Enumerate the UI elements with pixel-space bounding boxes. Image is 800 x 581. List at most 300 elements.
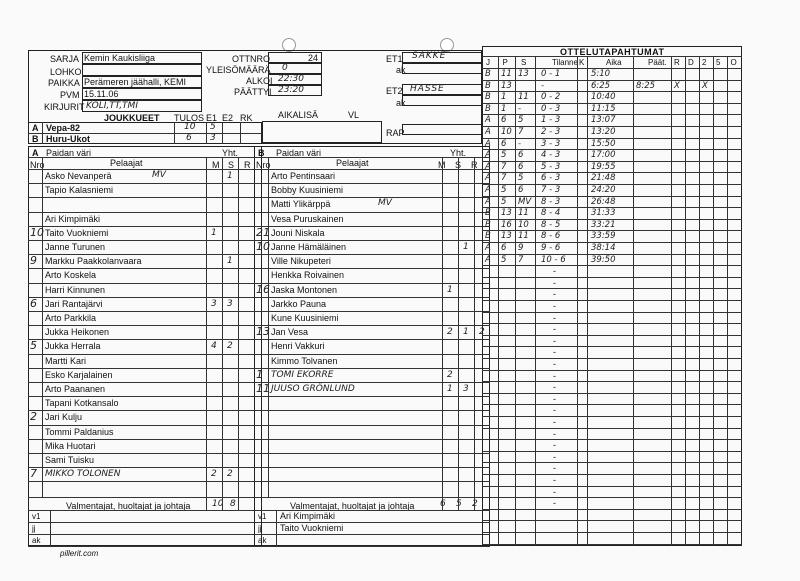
team-b-row-line: [254, 240, 490, 241]
ak2-label: ak: [396, 98, 406, 108]
team-b-staff-col: [458, 497, 459, 510]
player-name: Arto Paananen: [45, 384, 106, 394]
paattyi-value: 23:20: [278, 85, 304, 95]
team-b-tulos: 6: [186, 133, 192, 143]
event-j: A: [485, 254, 491, 265]
events-col-header: R: [674, 58, 680, 67]
player-number: 10: [256, 240, 270, 253]
player-name: Asko Nevanperä: [45, 171, 112, 181]
events-row-line: [482, 416, 742, 417]
team-b-row-line: [254, 226, 490, 227]
e2-label: E2: [222, 113, 234, 123]
player-m: 2: [447, 369, 453, 380]
ak1-field: [402, 63, 482, 74]
event-j: A: [485, 243, 491, 253]
event-r: X: [674, 80, 680, 91]
event-tilanne-dash: -: [553, 335, 556, 346]
player-name: Matti Ylikärppä: [271, 199, 331, 210]
staff-role: v1: [258, 512, 267, 521]
player-name: Sami Tuisku: [45, 455, 95, 465]
event-t: 8 - 3: [541, 196, 561, 207]
events-col-line: [671, 56, 672, 546]
team-b-staff-col: [442, 497, 443, 510]
team-b-r-label: R: [471, 160, 478, 170]
event-aika: 39:50: [591, 254, 616, 265]
events-row-line: [482, 335, 742, 336]
event-p: 7: [501, 161, 507, 172]
team-b-nro-label: Nro: [256, 160, 271, 170]
event-s: 9: [518, 243, 524, 253]
staff-name: Taito Vuokniemi: [280, 523, 344, 533]
events-title: OTTELUTAPAHTUMAT: [560, 47, 665, 57]
player-name: Mika Huotari: [45, 440, 96, 451]
player-name: Jari Kulju: [45, 412, 83, 423]
ottnro-label: OTTNRO: [232, 54, 270, 64]
event-c2: X: [702, 80, 708, 91]
event-s: 13: [518, 69, 529, 79]
event-p: 13: [501, 231, 512, 242]
event-p: 7: [501, 173, 507, 184]
aikalisa-label: AIKALISÄ: [278, 110, 319, 120]
player-number: 7: [30, 467, 37, 481]
e1-label: E1: [206, 113, 218, 123]
team-b-row-line: [254, 453, 490, 454]
event-t: 8 - 4: [541, 208, 561, 219]
kirjurit-value: KÖLI,TT,TMI: [86, 101, 138, 111]
sarja-value: Kemin Kaukisliiga: [84, 53, 156, 63]
player-name: Bobby Kuusiniemi: [271, 185, 344, 196]
team-b-name: Huru-Ukot: [46, 134, 90, 144]
player-m: 4: [211, 341, 217, 352]
team-b-letter-2: B: [258, 148, 265, 158]
team-a-row-line: [28, 410, 254, 411]
event-aika: 10:40: [591, 92, 616, 103]
events-col-line: [535, 56, 536, 546]
event-tilanne-dash: -: [553, 382, 556, 393]
ottnro-value: 24: [308, 53, 319, 63]
team-b-row-line: [254, 268, 490, 269]
player-name: Janne Turunen: [45, 242, 106, 252]
team-a-name: Vepa-82: [46, 123, 81, 133]
team-b-staff-role-col: [276, 510, 277, 546]
player-name: TOMI EKORRE: [271, 369, 334, 380]
team-a-row-line: [28, 268, 254, 269]
team-a-row-line: [28, 226, 254, 227]
events-row-line: [482, 265, 742, 266]
event-p: 5: [501, 150, 507, 161]
player-note: MV: [152, 170, 166, 180]
events-row-line: [482, 300, 742, 301]
player-name: Ari Kimpimäki: [45, 213, 101, 224]
event-p: 11: [501, 69, 512, 79]
team-a-row-line: [28, 453, 254, 454]
event-paat: 8:25: [636, 80, 656, 91]
player-number: 13: [256, 325, 270, 339]
event-tilanne-dash: -: [553, 428, 556, 439]
event-s: -: [518, 103, 522, 114]
event-s: 6: [518, 150, 524, 161]
player-name: JUUSO GRÖNLUND: [271, 384, 355, 394]
team-a-pelaajat-label: Pelaajat: [110, 158, 143, 168]
event-j: A: [485, 127, 491, 137]
sarja-label: SARJA: [50, 54, 80, 64]
lohko-field: [82, 64, 202, 76]
player-name: MIKKO TOLONEN: [45, 469, 121, 480]
player-r: 2: [479, 327, 485, 338]
team-a-row-line: [28, 339, 254, 340]
player-name: Kune Kuusiniemi: [271, 313, 339, 323]
team-a-sep-head: [28, 169, 254, 170]
staff-role: ak: [32, 536, 41, 545]
player-name: Tapio Kalasniemi: [45, 185, 114, 196]
events-row-line: [482, 428, 742, 429]
event-t: 2 - 3: [541, 127, 561, 137]
ak2-field: [402, 95, 482, 106]
event-tilanne-dash: -: [553, 370, 556, 381]
player-note: MV: [378, 198, 392, 209]
event-s: 6: [518, 185, 524, 195]
event-t: 4 - 3: [541, 150, 561, 161]
team-a-sep-top: [28, 157, 254, 158]
player-number: 16: [256, 282, 270, 296]
player-s: 3: [227, 298, 233, 309]
event-tilanne-dash: -: [553, 312, 556, 323]
events-col-line: [727, 56, 728, 546]
staff-name: Ari Kimpimäki: [280, 511, 336, 521]
team-b-row-line: [254, 425, 490, 426]
team-a-row-line: [28, 254, 254, 255]
team-b-col-line: [474, 157, 475, 497]
lohko-label: LOHKO: [50, 67, 82, 77]
event-tilanne-dash: -: [553, 359, 556, 369]
events-row-line: [482, 346, 742, 347]
team-a-row-line: [28, 467, 254, 468]
events-row-line: [482, 277, 742, 278]
team-b-m-label: M: [438, 160, 446, 170]
events-col-header: S: [521, 58, 527, 67]
event-s: -: [518, 138, 522, 149]
staff-role: ak: [258, 536, 267, 545]
events-col-line: [587, 56, 588, 546]
event-j: A: [485, 138, 491, 149]
team-b-row-line: [254, 183, 490, 184]
tulos-label: TULOS: [174, 113, 205, 123]
event-tilanne-dash: -: [553, 440, 556, 451]
team-b-row-line: [254, 254, 490, 255]
team-a-row-line: [28, 283, 254, 284]
event-tilanne-dash: -: [553, 405, 556, 416]
team-b-col-line: [442, 157, 443, 497]
staff-role: v1: [32, 512, 41, 521]
player-name: Markku Paakkolanvaara: [45, 256, 142, 267]
team-a-nro-label: Nro: [30, 160, 45, 170]
events-col-header: O: [730, 58, 737, 67]
events-row-line: [482, 497, 742, 498]
events-row-line: [482, 462, 742, 463]
event-aika: 11:15: [591, 103, 616, 114]
player-name: Esko Karjalainen: [45, 369, 113, 380]
team-a-staff-line: [28, 546, 254, 547]
player-s: 3: [463, 384, 469, 394]
player-name: Janne Hämäläinen: [271, 242, 347, 252]
player-name: Harri Kinnunen: [45, 284, 106, 295]
events-row-line: [482, 323, 742, 324]
event-p: 1: [501, 92, 507, 103]
event-s: 11: [518, 231, 529, 242]
team-b-staff-label: Valmentajat, huoltajat ja johtaja: [290, 501, 415, 511]
player-m: 1: [211, 227, 217, 238]
team-b-pelaajat-label: Pelaajat: [336, 158, 369, 168]
event-tilanne-dash: -: [553, 486, 556, 497]
event-j: B: [485, 103, 491, 114]
player-m: 1: [447, 384, 453, 394]
player-name: Jarkko Pauna: [271, 298, 327, 309]
player-number: 9: [30, 254, 37, 268]
team-b-row-line: [254, 368, 490, 369]
team-a-row-line: [28, 425, 254, 426]
team-a-row-line: [28, 481, 254, 482]
team-a-row-line: [28, 212, 254, 213]
player-name: Vesa Puruskainen: [271, 213, 344, 224]
event-p: 5: [501, 254, 507, 265]
event-aika: 21:48: [591, 173, 616, 184]
player-name: Henkka Roivainen: [271, 270, 345, 281]
event-t: -: [541, 80, 545, 91]
team-b-row-line: [254, 354, 490, 355]
player-number: 10: [30, 225, 44, 239]
team-b-sep-head: [254, 169, 490, 170]
event-t: 5 - 3: [541, 161, 561, 172]
team-a-row-line: [28, 197, 254, 198]
event-s: 6: [518, 161, 524, 172]
player-name: Tapani Kotkansalo: [45, 398, 119, 409]
event-aika: 15:50: [591, 138, 616, 149]
event-s: 7: [518, 254, 524, 265]
player-s: 2: [227, 341, 233, 352]
events-row-line: [482, 439, 742, 440]
team-b-e1: 3: [210, 133, 216, 143]
events-row-line: [482, 404, 742, 405]
event-aika: 24:20: [591, 185, 616, 195]
rap-label: RAP: [386, 128, 405, 138]
player-name: Tommi Paldanius: [45, 426, 114, 437]
event-s: 5: [518, 173, 524, 184]
event-p: 13: [501, 208, 512, 219]
paikka-label: PAIKKA: [48, 78, 80, 88]
yleiso-value: 0: [282, 63, 288, 73]
events-col-line: [498, 56, 499, 546]
player-name: Jan Vesa: [271, 327, 309, 338]
team-a-row-line: [28, 325, 254, 326]
player-name: Jari Rantajärvi: [45, 298, 103, 309]
event-tilanne-dash: -: [553, 451, 556, 462]
events-col-header: Aika: [606, 58, 622, 67]
team-a-staff-sep: [28, 497, 254, 498]
event-tilanne-dash: -: [553, 475, 556, 485]
yleiso-field: [268, 63, 322, 74]
team-b-row-line: [254, 382, 490, 383]
event-t: 0 - 1: [541, 69, 561, 79]
event-j: A: [485, 185, 491, 195]
team-a-row-line: [28, 183, 254, 184]
player-name: Jouni Niskala: [271, 227, 325, 238]
player-m: 3: [211, 298, 217, 309]
team-a-e1: 5: [210, 122, 216, 132]
event-j: A: [485, 150, 491, 161]
event-t: 8 - 5: [541, 219, 561, 230]
team-b-row-line: [254, 311, 490, 312]
events-row-line: [482, 451, 742, 452]
event-s: MV: [518, 196, 532, 207]
team-b-row-line: [254, 396, 490, 397]
events-col-header: Päät.: [648, 58, 667, 67]
event-t: 0 - 2: [541, 92, 561, 103]
team-a-staff-role-col: [50, 510, 51, 546]
team-b-yht-label: Yht.: [450, 148, 467, 158]
event-p: 1: [501, 103, 507, 114]
events-col-header: 5: [716, 58, 721, 67]
et2-value: HASSE: [410, 84, 445, 94]
rap-field: [402, 124, 482, 135]
event-j: B: [485, 231, 491, 242]
team-b-color-label: Paidan väri: [276, 148, 322, 158]
team-b-col-line: [458, 157, 459, 497]
event-s: 5: [518, 115, 524, 126]
event-aika: 6:25: [591, 80, 611, 91]
team-a-row-line: [28, 368, 254, 369]
event-t: 10 - 6: [541, 254, 566, 265]
event-j: B: [485, 219, 491, 230]
event-s: 10: [518, 219, 529, 230]
event-tilanne-dash: -: [553, 289, 556, 300]
team-a-staff-sep2: [28, 510, 254, 511]
team-a-row-line: [28, 240, 254, 241]
events-row-line: [482, 509, 742, 510]
team-b-row-line: [254, 212, 490, 213]
player-number: 5: [30, 339, 37, 353]
event-p: 5: [501, 196, 507, 207]
events-row-line: [482, 544, 742, 545]
event-t: 1 - 3: [541, 115, 561, 126]
pvm-value: 15.11.06: [84, 89, 119, 99]
player-name: Jukka Herrala: [45, 341, 101, 352]
events-col-line: [577, 56, 578, 546]
team-b-row-line: [254, 283, 490, 284]
team-b-row-line: [254, 339, 490, 340]
team-a-staff-line: [28, 522, 254, 523]
team-b-row-line: [254, 410, 490, 411]
team-a-letter: A: [32, 123, 39, 133]
event-tilanne-dash: -: [553, 393, 556, 404]
events-col-line: [699, 56, 700, 546]
team-b-row-line: [254, 481, 490, 482]
player-number: 21: [256, 225, 270, 239]
event-p: 10: [501, 127, 512, 137]
event-p: 16: [501, 219, 512, 230]
event-aika: 33:59: [591, 231, 616, 242]
events-col-header: Tilanne: [552, 58, 578, 67]
staff-role: jj: [258, 524, 262, 533]
team-a-row-line: [28, 311, 254, 312]
team-b-letter: B: [32, 134, 39, 144]
event-p: 6: [501, 243, 507, 253]
pvm-label: PVM: [60, 90, 80, 100]
events-row-line: [482, 474, 742, 475]
team-a-r-label: R: [244, 160, 251, 170]
event-t: 7 - 3: [541, 185, 561, 195]
team-a-row-line: [28, 354, 254, 355]
event-tilanne-dash: -: [553, 347, 556, 358]
team-a-row-line: [28, 297, 254, 298]
event-t: 0 - 3: [541, 103, 561, 114]
team-b-row-line: [254, 197, 490, 198]
events-col-header: J: [486, 58, 490, 67]
player-number: 1: [256, 367, 263, 381]
team-a-total-m: 10: [212, 499, 224, 509]
et1-label: ET1: [386, 54, 403, 64]
player-m: 2: [211, 469, 217, 480]
team-b-staff-line: [254, 534, 490, 535]
team-b-total-s: 5: [456, 499, 462, 509]
events-row-line: [482, 381, 742, 382]
event-tilanne-dash: -: [553, 324, 556, 335]
team-a-staff-line: [28, 534, 254, 535]
player-name: Arto Parkkila: [45, 313, 97, 323]
events-row-line: [482, 393, 742, 394]
player-number: 2: [30, 410, 37, 424]
kirjurit-label: KIRJURIT: [44, 102, 85, 112]
events-row-line: [482, 370, 742, 371]
player-name: Arto Pentinsaari: [271, 171, 336, 181]
events-col-header: 2: [702, 58, 707, 67]
events-col-line: [685, 56, 686, 546]
team-a-row-line: [28, 382, 254, 383]
team-a-col-line: [222, 157, 223, 497]
player-s: 1: [463, 242, 469, 252]
joukkueet-label: JOUKKUEET: [104, 113, 160, 123]
event-aika: 33:21: [591, 219, 616, 230]
et1-value: SAKKE: [412, 51, 447, 61]
yleiso-label: YLEISÖMÄÄRÄ: [206, 65, 271, 75]
team-b-s-label: S: [455, 160, 462, 170]
events-col-line: [515, 56, 516, 546]
event-p: 6: [501, 138, 507, 149]
team-a-row-line: [28, 439, 254, 440]
event-aika: 13:07: [591, 115, 616, 126]
events-col-line: [713, 56, 714, 546]
event-tilanne-dash: -: [553, 266, 556, 277]
events-row-line: [482, 312, 742, 313]
player-number: 11: [256, 382, 270, 395]
player-name: Kimmo Tolvanen: [271, 355, 338, 366]
event-t: 6 - 3: [541, 173, 561, 184]
team-a-color-label: Paidan väri: [46, 148, 92, 158]
event-j: A: [485, 173, 491, 184]
player-name: Taito Vuokniemi: [45, 227, 109, 238]
event-aika: 13:20: [591, 127, 616, 137]
team-a-col-line: [42, 157, 43, 497]
footer-site: pillerit.com: [60, 549, 99, 558]
team-a-col-line: [206, 157, 207, 497]
player-m: 1: [447, 284, 453, 295]
event-s: 7: [518, 127, 524, 137]
event-aika: 17:00: [591, 150, 616, 161]
events-col-line: [633, 56, 634, 546]
event-p: 6: [501, 115, 507, 126]
events-row-line: [482, 288, 742, 289]
event-aika: 26:48: [591, 196, 616, 207]
team-a-s-label: S: [228, 160, 235, 170]
